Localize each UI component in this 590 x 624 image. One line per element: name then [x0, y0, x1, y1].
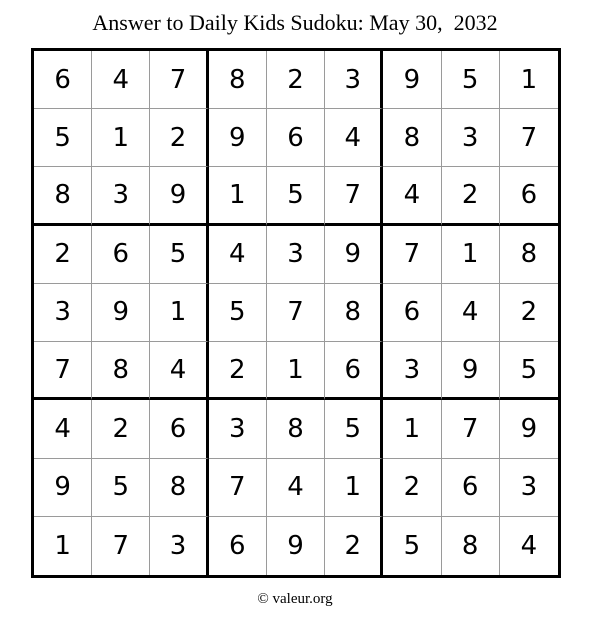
sudoku-cell-r2-c4: 9	[209, 109, 267, 167]
sudoku-cell-r2-c6: 4	[325, 109, 383, 167]
sudoku-cell-r2-c1: 5	[34, 109, 92, 167]
sudoku-cell-r3-c7: 4	[383, 167, 441, 225]
sudoku-cell-r8-c8: 6	[442, 459, 500, 517]
sudoku-cell-r5-c5: 7	[267, 284, 325, 342]
sudoku-cell-r4-c7: 7	[383, 226, 441, 284]
sudoku-cell-r8-c2: 5	[92, 459, 150, 517]
sudoku-cell-r8-c3: 8	[150, 459, 208, 517]
sudoku-cell-r7-c2: 2	[92, 400, 150, 458]
sudoku-cell-r1-c3: 7	[150, 51, 208, 109]
sudoku-cell-r1-c5: 2	[267, 51, 325, 109]
sudoku-cell-r8-c7: 2	[383, 459, 441, 517]
sudoku-cell-r2-c8: 3	[442, 109, 500, 167]
sudoku-cell-r6-c4: 2	[209, 342, 267, 400]
sudoku-cell-r6-c3: 4	[150, 342, 208, 400]
sudoku-cell-r5-c9: 2	[500, 284, 558, 342]
sudoku-cell-r7-c6: 5	[325, 400, 383, 458]
sudoku-cell-r5-c2: 9	[92, 284, 150, 342]
sudoku-cell-r9-c8: 8	[442, 517, 500, 575]
sudoku-cell-r8-c1: 9	[34, 459, 92, 517]
sudoku-cell-r8-c4: 7	[209, 459, 267, 517]
sudoku-cell-r6-c5: 1	[267, 342, 325, 400]
sudoku-cell-r3-c4: 1	[209, 167, 267, 225]
sudoku-cell-r1-c8: 5	[442, 51, 500, 109]
sudoku-cell-r4-c2: 6	[92, 226, 150, 284]
sudoku-cell-r6-c9: 5	[500, 342, 558, 400]
sudoku-cell-r3-c3: 9	[150, 167, 208, 225]
sudoku-cell-r2-c3: 2	[150, 109, 208, 167]
sudoku-cell-r1-c9: 1	[500, 51, 558, 109]
sudoku-cell-r6-c2: 8	[92, 342, 150, 400]
sudoku-cell-r4-c3: 5	[150, 226, 208, 284]
sudoku-cell-r7-c8: 7	[442, 400, 500, 458]
sudoku-cell-r4-c9: 8	[500, 226, 558, 284]
sudoku-cell-r4-c8: 1	[442, 226, 500, 284]
sudoku-cell-r3-c8: 2	[442, 167, 500, 225]
sudoku-cell-r1-c1: 6	[34, 51, 92, 109]
sudoku-cell-r3-c6: 7	[325, 167, 383, 225]
sudoku-cell-r9-c9: 4	[520, 530, 538, 561]
sudoku-cell-r2-c5: 6	[267, 109, 325, 167]
sudoku-cell-r2-c9: 7	[500, 109, 558, 167]
sudoku-cell-r3-c2: 3	[92, 167, 150, 225]
sudoku-cell-r9-c5: 9	[267, 517, 325, 575]
sudoku-cell-r6-c1: 7	[34, 342, 92, 400]
sudoku-cell-r1-c6: 3	[325, 51, 383, 109]
sudoku-cell-r1-c2: 4	[92, 51, 150, 109]
sudoku-cell-r5-c6: 8	[325, 284, 383, 342]
sudoku-cell-r3-c1: 8	[34, 167, 92, 225]
sudoku-cell-r9-c2: 7	[92, 517, 150, 575]
sudoku-cell-r3-c5: 5	[267, 167, 325, 225]
sudoku-cell-r1-c4: 8	[209, 51, 267, 109]
sudoku-cell-r7-c9: 9	[500, 400, 558, 458]
sudoku-cell-r8-c9: 3	[500, 459, 558, 517]
sudoku-board	[31, 48, 561, 578]
sudoku-cell-r5-c7: 6	[383, 284, 441, 342]
sudoku-cell-r4-c5: 3	[267, 226, 325, 284]
sudoku-cell-r7-c3: 6	[150, 400, 208, 458]
sudoku-cell-r8-c6: 1	[325, 459, 383, 517]
sudoku-cell-r7-c7: 1	[383, 400, 441, 458]
sudoku-cell-r9-c6: 2	[325, 517, 383, 575]
sudoku-cell-r5-c3: 1	[150, 284, 208, 342]
sudoku-cell-r4-c1: 2	[34, 226, 92, 284]
sudoku-cell-r6-c7: 3	[383, 342, 441, 400]
sudoku-cell-r5-c4: 5	[209, 284, 267, 342]
sudoku-cell-r8-c5: 4	[267, 459, 325, 517]
sudoku-cell-r6-c6: 6	[325, 342, 383, 400]
sudoku-cell-r3-c9: 6	[500, 167, 558, 225]
sudoku-cell-r7-c5: 8	[267, 400, 325, 458]
sudoku-cell-r9-c4: 6	[209, 517, 267, 575]
sudoku-cell-r9-c3: 3	[150, 517, 208, 575]
copyright-footer: © valeur.org	[257, 591, 333, 607]
sudoku-cell-r4-c4: 4	[209, 226, 267, 284]
sudoku-cell-r4-c6: 9	[325, 226, 383, 284]
sudoku-cell-r2-c7: 8	[383, 109, 441, 167]
sudoku-cell-r5-c1: 3	[34, 284, 92, 342]
sudoku-cell-r6-c8: 9	[442, 342, 500, 400]
sudoku-cell-r7-c1: 4	[34, 400, 92, 458]
sudoku-cell-r5-c8: 4	[442, 284, 500, 342]
sudoku-cell-r7-c4: 3	[209, 400, 267, 458]
sudoku-cell-r9-c7: 5	[383, 517, 441, 575]
sudoku-cell-r9-c1: 1	[34, 517, 92, 575]
puzzle-title: Answer to Daily Kids Sudoku: May 30, 2032	[92, 10, 498, 35]
sudoku-cell-r1-c7: 9	[383, 51, 441, 109]
sudoku-cell-r2-c2: 1	[92, 109, 150, 167]
